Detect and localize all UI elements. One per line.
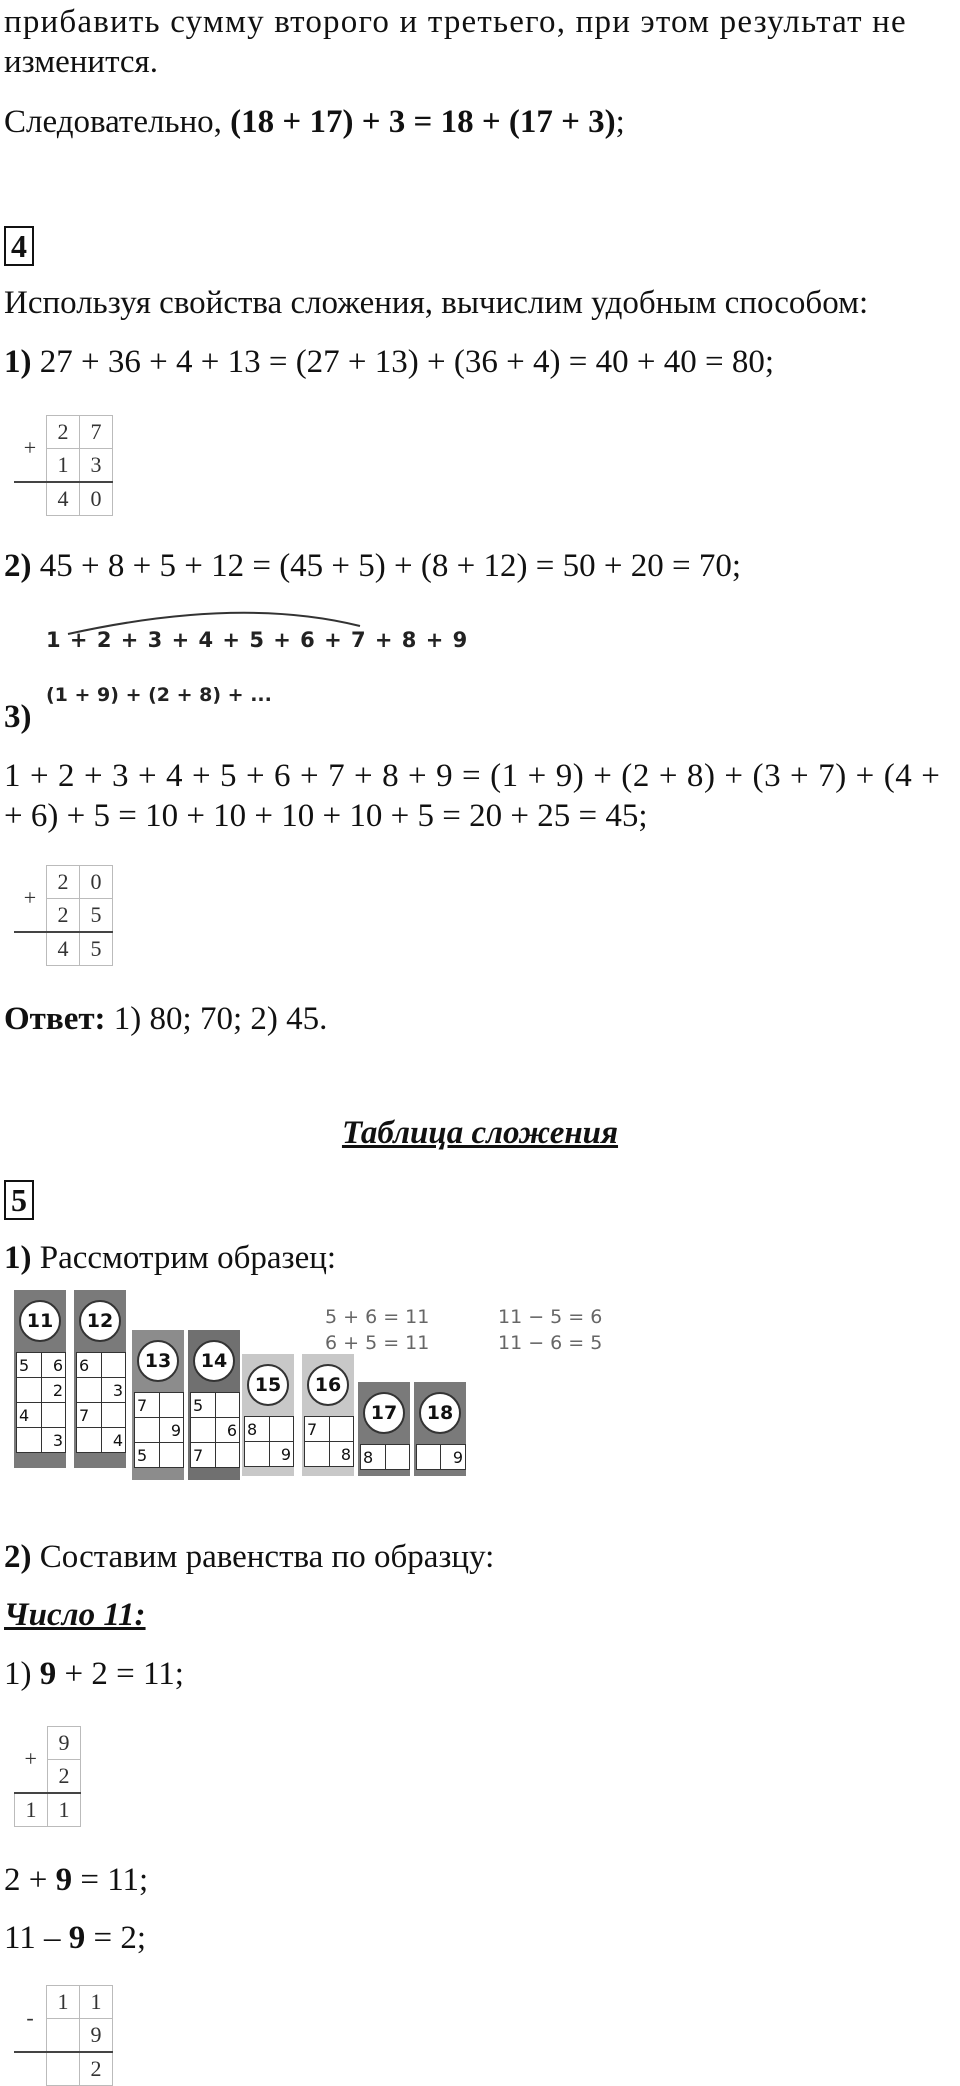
operator-sign: + — [14, 866, 47, 933]
answer — [4, 999, 327, 1039]
item-label: 1) — [4, 344, 32, 380]
item-text: 27 + 36 + 4 + 13 = (27 + 13) + (36 + 4) = 40 + 40 = 80; — [31, 344, 774, 380]
card-number: 17 — [363, 1392, 405, 1434]
card-number: 11 — [19, 1300, 61, 1342]
card-cell — [17, 1378, 42, 1403]
subheading — [4, 1595, 146, 1635]
sample-equation: 11 − 5 = 6 — [498, 1306, 603, 1328]
card-grid — [190, 1392, 240, 1468]
digit-cell: 2 — [47, 416, 80, 449]
column-subtraction-11 — [14, 1985, 113, 2086]
eq-prefix: 1) — [4, 1656, 40, 1692]
result-cell — [47, 2052, 80, 2086]
card-cell — [215, 1443, 240, 1468]
section-title: Таблица сложения — [341, 1115, 619, 1151]
operator-sign: - — [14, 1986, 47, 2053]
task-4-number — [4, 226, 34, 267]
digit-cell: 9 — [80, 2019, 113, 2053]
intro-line-1-text: прибавить сумму второго и третьего, при этом результат не — [4, 4, 907, 40]
operator-sign: + — [15, 1727, 48, 1794]
card-cell: 7 — [191, 1443, 216, 1468]
task-number-box: 5 — [4, 1180, 34, 1220]
answer-label: Ответ: — [4, 1001, 106, 1037]
addition-card-16 — [302, 1354, 354, 1472]
intro-line-1 — [4, 2, 956, 42]
digit-cell: 3 — [80, 449, 113, 483]
card-cell: 3 — [41, 1428, 66, 1453]
conclusion-prefix: Следовательно, — [4, 104, 231, 140]
addition-card-13 — [132, 1330, 184, 1476]
card-cell: 9 — [269, 1442, 294, 1467]
digit-cell: 1 — [47, 1986, 80, 2019]
addition-card-18 — [414, 1382, 466, 1472]
card-grid — [360, 1444, 410, 1470]
result-cell: 1 — [15, 1793, 48, 1827]
addition-card-12 — [74, 1290, 126, 1464]
card-grid — [16, 1352, 66, 1453]
card-cell — [159, 1443, 184, 1468]
card-cell: 5 — [135, 1443, 160, 1468]
card-cell — [101, 1353, 126, 1378]
card-number: 18 — [419, 1392, 461, 1434]
result-cell: 4 — [47, 932, 80, 966]
column-addition-11 — [14, 1726, 81, 1827]
card-cell — [17, 1428, 42, 1453]
card-cell — [191, 1418, 216, 1443]
card-cell: 9 — [159, 1418, 184, 1443]
card-cell: 8 — [245, 1417, 270, 1442]
digit-cell: 5 — [80, 899, 113, 933]
subheading-text: Число 11: — [4, 1597, 146, 1633]
card-cell — [329, 1417, 354, 1442]
card-cell — [215, 1393, 240, 1418]
item-label: 2) — [4, 1539, 32, 1575]
equation-1 — [4, 1654, 184, 1694]
card-cell — [77, 1378, 102, 1403]
sample-equations-addition — [325, 1304, 429, 1356]
card-grid — [304, 1416, 354, 1467]
card-grid — [76, 1352, 126, 1453]
eq-prefix: 11 – — [4, 1920, 69, 1956]
result-cell: 5 — [80, 932, 113, 966]
task-5-number — [4, 1180, 34, 1221]
sketch-grouping: (1 + 9) + (2 + 8) + ... — [46, 684, 272, 706]
card-cell: 5 — [17, 1353, 42, 1378]
digit-cell: 2 — [47, 866, 80, 899]
digit-cell: 2 — [48, 1760, 81, 1794]
item-label: 1) — [4, 1240, 32, 1276]
empty-cell — [14, 482, 47, 516]
digit-cell — [47, 2019, 80, 2053]
card-number: 12 — [79, 1300, 121, 1342]
item-text: 45 + 8 + 5 + 12 = (45 + 5) + (8 + 12) = 50 + 20 = 70; — [31, 548, 741, 584]
card-cell: 6 — [77, 1353, 102, 1378]
task-4-item-2 — [4, 546, 741, 586]
eq-prefix: 2 + — [4, 1862, 56, 1898]
result-cell: 1 — [48, 1793, 81, 1827]
equation-3 — [4, 1918, 146, 1958]
card-number: 13 — [137, 1340, 179, 1382]
card-grid — [244, 1416, 294, 1467]
sample-equations-subtraction — [498, 1304, 602, 1356]
card-cell: 5 — [191, 1393, 216, 1418]
card-cell — [159, 1393, 184, 1418]
card-number: 16 — [307, 1364, 349, 1406]
task-4-item-3-line-2: + 6) + 5 = 10 + 10 + 10 + 10 + 5 = 20 + 25 = 45; — [4, 798, 648, 834]
sample-equation: 6 + 5 = 11 — [325, 1332, 430, 1354]
digit-cell: 9 — [48, 1727, 81, 1760]
eq-rest: = 2; — [85, 1920, 147, 1956]
item-text: Составим равенства по образцу: — [31, 1539, 495, 1575]
digit-cell: 2 — [47, 899, 80, 933]
addition-card-14 — [188, 1330, 240, 1476]
task-4-item-3-label — [4, 697, 32, 737]
answer-text: 1) 80; 70; 2) 45. — [105, 1001, 328, 1037]
sample-equation: 5 + 6 = 11 — [325, 1306, 430, 1328]
conclusion — [4, 102, 625, 142]
addition-card-17 — [358, 1382, 410, 1472]
empty-cell — [14, 2052, 47, 2086]
card-cell: 9 — [441, 1445, 466, 1470]
card-grid — [134, 1392, 184, 1468]
card-cell — [417, 1445, 441, 1470]
card-cell: 4 — [17, 1403, 42, 1428]
addition-card-11 — [14, 1290, 66, 1464]
task-number-box: 4 — [4, 226, 34, 266]
digit-cell: 1 — [80, 1986, 113, 2019]
result-cell: 4 — [47, 482, 80, 516]
card-grid — [416, 1444, 466, 1470]
digit-cell: 1 — [47, 449, 80, 483]
card-number: 14 — [193, 1340, 235, 1382]
card-cell: 6 — [215, 1418, 240, 1443]
sketch-sum: 1 + 2 + 3 + 4 + 5 + 6 + 7 + 8 + 9 — [46, 628, 469, 652]
card-cell: 7 — [77, 1403, 102, 1428]
item-label: 2) — [4, 548, 32, 584]
card-cell — [101, 1403, 126, 1428]
card-cell: 8 — [329, 1442, 354, 1467]
empty-cell — [14, 932, 47, 966]
eq-rest: = 11; — [72, 1862, 149, 1898]
equation-2 — [4, 1860, 148, 1900]
task-4-item-1 — [4, 342, 774, 382]
conclusion-expression: (18 + 17) + 3 = 18 + (17 + 3) — [230, 104, 616, 140]
digit-cell: 0 — [80, 866, 113, 899]
card-cell — [305, 1442, 330, 1467]
card-number: 15 — [247, 1364, 289, 1406]
addition-card-15 — [242, 1354, 294, 1472]
task-4-text: Используя свойства сложения, вычислим удобным способом: — [4, 285, 869, 321]
card-cell — [135, 1418, 160, 1443]
card-cell — [41, 1403, 66, 1428]
card-cell — [245, 1442, 270, 1467]
column-addition-1 — [14, 415, 113, 516]
card-cell — [385, 1445, 409, 1470]
card-cell: 3 — [101, 1378, 126, 1403]
conclusion-end: ; — [615, 104, 625, 140]
result-cell: 0 — [80, 482, 113, 516]
card-cell: 7 — [305, 1417, 330, 1442]
column-addition-3 — [14, 865, 113, 966]
card-cell — [77, 1428, 102, 1453]
task-4-item-3-line-1: 1 + 2 + 3 + 4 + 5 + 6 + 7 + 8 + 9 = (1 + 9) + (2 + 8) + (3 + 7) + (4 + — [4, 758, 941, 794]
card-cell: 7 — [135, 1393, 160, 1418]
eq-bold: 9 — [55, 1862, 73, 1898]
item-label: 3) — [4, 699, 32, 735]
task-5-item-2 — [4, 1537, 494, 1577]
eq-bold: 9 — [39, 1656, 57, 1692]
operator-sign: + — [14, 416, 47, 483]
card-cell — [269, 1417, 294, 1442]
card-cell: 2 — [41, 1378, 66, 1403]
item-text: Рассмотрим образец: — [31, 1240, 337, 1276]
result-cell: 2 — [80, 2052, 113, 2086]
card-cell: 4 — [101, 1428, 126, 1453]
intro-line-2: изменится. — [4, 44, 158, 80]
eq-bold: 9 — [68, 1920, 86, 1956]
digit-cell: 7 — [80, 416, 113, 449]
card-cell: 6 — [41, 1353, 66, 1378]
card-cell: 8 — [361, 1445, 386, 1470]
task-5-item-1 — [4, 1238, 336, 1278]
eq-rest: + 2 = 11; — [56, 1656, 184, 1692]
sample-equation: 11 − 6 = 5 — [498, 1332, 603, 1354]
